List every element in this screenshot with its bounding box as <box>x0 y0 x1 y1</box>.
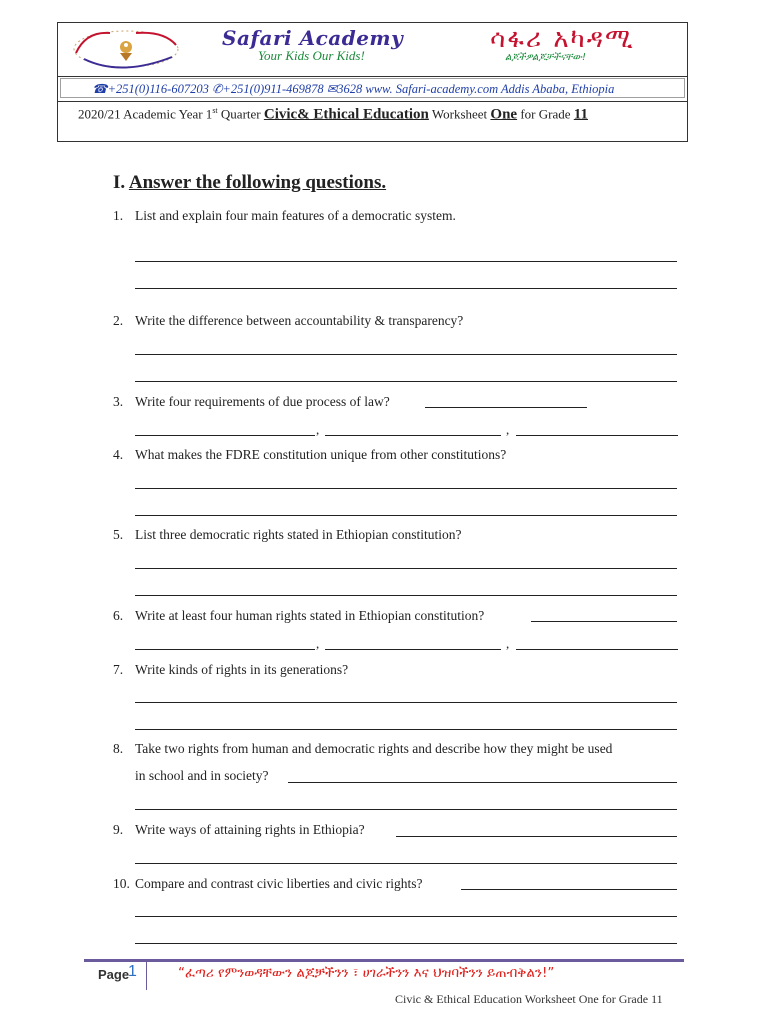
answer-line[interactable] <box>135 809 677 810</box>
amharic-brand-name: ሳፋሪ አካዳሚ <box>490 24 635 54</box>
for-grade-word: for Grade <box>517 106 574 122</box>
question <box>113 527 462 543</box>
answer-line[interactable] <box>135 863 677 864</box>
footer-rule <box>84 959 684 962</box>
question-number: 4. <box>113 447 124 462</box>
question <box>113 662 348 678</box>
question <box>113 447 506 463</box>
answer-line[interactable] <box>135 943 677 944</box>
worksheet-heading <box>78 106 588 123</box>
academic-year: 2020/21 Academic Year 1 <box>78 106 213 122</box>
answer-line[interactable] <box>135 354 677 355</box>
quarter-word: Quarter <box>217 106 264 122</box>
answer-line[interactable] <box>135 729 677 730</box>
question <box>113 394 390 410</box>
blank-separator: , <box>316 422 320 437</box>
question-number: 3. <box>113 394 124 409</box>
academy-logo <box>66 27 191 73</box>
question-number: 7. <box>113 662 124 677</box>
question-text: List three democratic rights stated in Ethiopian constitution? <box>135 527 462 542</box>
question-number: 2. <box>113 313 124 328</box>
question <box>113 608 484 624</box>
worksheet-word: Worksheet <box>428 106 491 122</box>
page-number: 1 <box>128 963 137 980</box>
answer-line[interactable] <box>425 407 587 408</box>
answer-line[interactable] <box>135 515 677 516</box>
question-number: 5. <box>113 527 124 542</box>
question <box>113 741 612 757</box>
question-text: What makes the FDRE constitution unique from other constitutions? <box>135 447 507 462</box>
footer-motto: “ፈጣሪ የምንወዳቸውን ልጆቻችንን ፣ ሀገራችንን እና ህዝባችንን ይጠብቅልን!” <box>178 965 555 981</box>
answer-line[interactable] <box>135 916 677 917</box>
answer-line[interactable] <box>325 649 501 650</box>
question-text: List and explain four main features of a democratic system. <box>135 208 456 223</box>
answer-line[interactable] <box>531 621 677 622</box>
header-divider <box>57 76 688 77</box>
answer-line[interactable] <box>135 702 677 703</box>
brand-tagline: Your Kids Our Kids! <box>258 48 365 63</box>
answer-line[interactable] <box>461 889 677 890</box>
brand-name: Safari Academy <box>222 26 404 50</box>
question-number: 9. <box>113 822 124 837</box>
answer-line[interactable] <box>516 435 678 436</box>
answer-line[interactable] <box>135 288 677 289</box>
answer-line[interactable] <box>135 381 677 382</box>
answer-line[interactable] <box>516 649 678 650</box>
question-text-continued: in school and in society? <box>135 768 269 783</box>
question-text: Write the difference between accountability & transparency? <box>135 313 464 328</box>
answer-line[interactable] <box>135 488 677 489</box>
answer-line[interactable] <box>135 568 677 569</box>
section-numeral: I. <box>113 172 129 193</box>
answer-line[interactable] <box>135 595 677 596</box>
question-text: Write four requirements of due process of law? <box>135 394 390 409</box>
question-text: Write ways of attaining rights in Ethiopia? <box>135 822 365 837</box>
question-number: 1. <box>113 208 124 223</box>
worksheet-number: One <box>490 106 518 123</box>
amharic-tagline: ልጆችዎልጆቻችናቸው! <box>505 52 587 63</box>
question-number: 6. <box>113 608 124 623</box>
contact-info: ☎+251(0)116-607203 ✆+251(0)911-469878 ✉3628 www. Safari-academy.com Addis Ababa, Ethiopia <box>92 82 615 96</box>
answer-line[interactable] <box>325 435 501 436</box>
question <box>113 208 456 224</box>
grade-number: 11 <box>573 106 588 123</box>
section-title <box>113 172 386 194</box>
subject-name: Civic& Ethical Education <box>263 106 429 123</box>
question <box>113 876 423 892</box>
question-number: 8. <box>113 741 124 756</box>
question-text: Compare and contrast civic liberties and civic rights? <box>135 876 423 891</box>
question-text: Write kinds of rights in its generations? <box>135 662 349 677</box>
blank-separator: , <box>506 422 510 437</box>
header-divider <box>57 101 688 102</box>
question-text: Write at least four human rights stated in Ethiopian constitution? <box>135 608 485 623</box>
answer-line[interactable] <box>396 836 677 837</box>
footer-document-title: Civic & Ethical Education Worksheet One for Grade 11 <box>395 992 663 1006</box>
question-number: 10. <box>113 876 130 891</box>
question <box>113 313 463 329</box>
section-heading: Answer the following questions. <box>128 172 387 193</box>
ordinal-suffix: st <box>212 106 218 115</box>
blank-separator: , <box>506 636 510 651</box>
answer-line[interactable] <box>288 782 677 783</box>
answer-line[interactable] <box>135 261 677 262</box>
question <box>113 822 365 838</box>
blank-separator: , <box>316 636 320 651</box>
footer-divider <box>146 960 147 990</box>
page-label: Page <box>98 967 130 982</box>
answer-line[interactable] <box>135 649 315 650</box>
question-text: Take two rights from human and democratic rights and describe how they might be used <box>135 741 613 756</box>
answer-line[interactable] <box>135 435 315 436</box>
